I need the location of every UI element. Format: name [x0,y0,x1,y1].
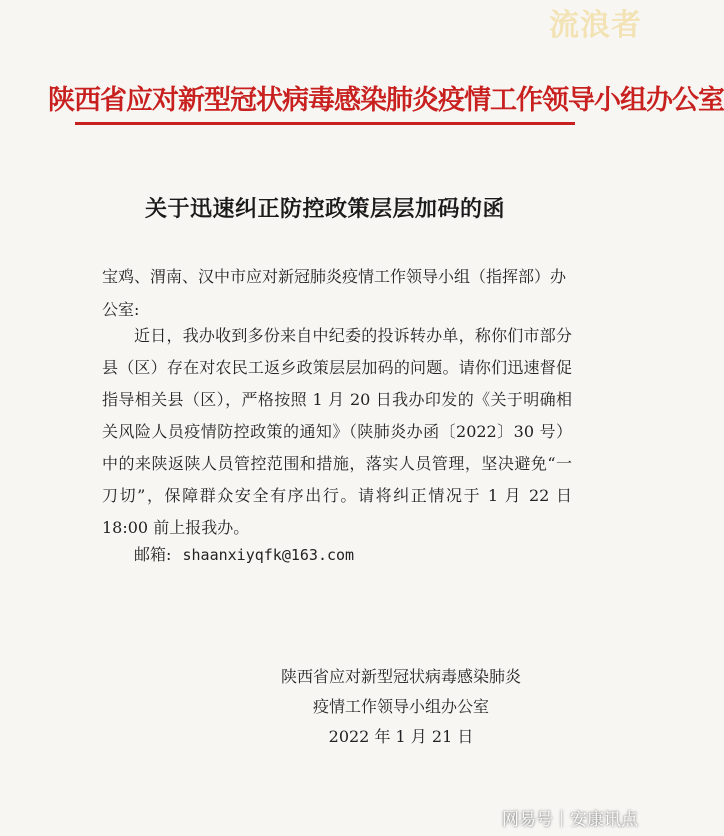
header-red-rule [75,122,575,125]
watermark-top: 流浪者 [549,8,642,43]
signature-date: 2022 年 1 月 21 日 [328,727,474,746]
signature-block [266,662,536,752]
email-label: 邮箱: [134,545,172,564]
signature-org-line-2: 疫情工作领导小组办公室 [312,697,489,716]
org-header-title: 陕西省应对新型冠状病毒感染肺炎疫情工作领导小组办公室 [48,85,724,116]
document-title: 关于迅速纠正防控政策层层加码的函 [144,196,505,222]
watermark-bottom: 网易号｜安康讯点 [502,810,638,830]
email-address: shaanxiyqfk@163.com [182,546,355,564]
body-paragraph: 近日，我办收到多份来自中纪委的投诉转办单，称你们市部分县（区）存在对农民工返乡政策层层加码的问题。请你们迅速督促指导相关县（区），严格按照 1 月 20 日我办印发的《关于明确相关风险人员疫情防控政策的通知》（陕肺炎办函〔2022〕30 号）中的来陕返陕人员管控范围和措施，落实人员管理，坚决避免“一刀切”，保障群众安全有序出行。请将纠正情况于 1 月 22 日 18:00 前上报我办。 [102,326,572,537]
recipient-line: 宝鸡、渭南、汉中市应对新冠肺炎疫情工作领导小组（指挥部）办公室: [102,267,567,319]
email-line [134,542,354,565]
signature-org-line-1: 陕西省应对新型冠状病毒感染肺炎 [280,667,521,686]
